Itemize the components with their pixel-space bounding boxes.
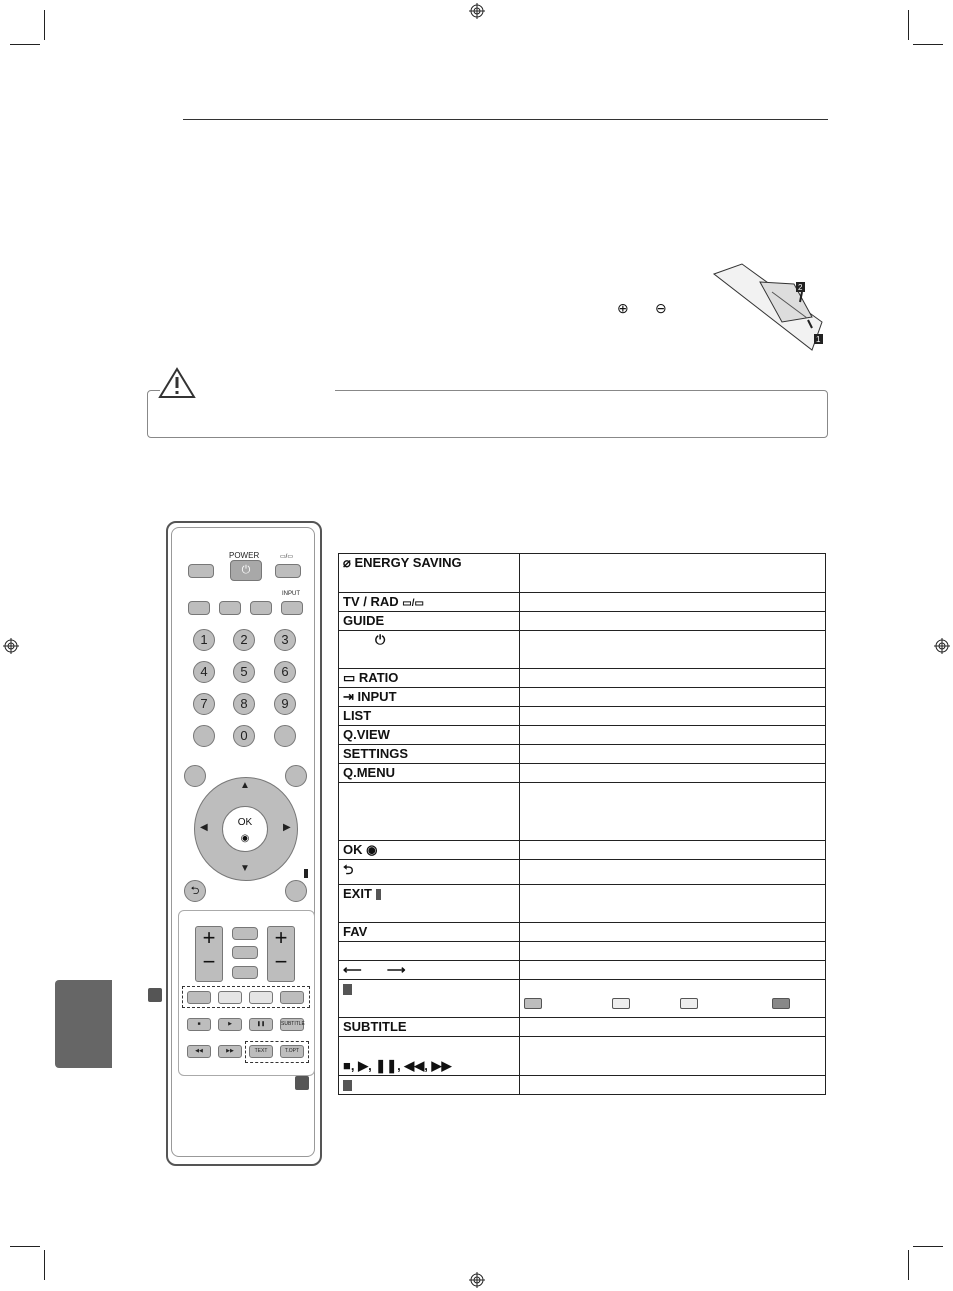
back-arrow-icon: ⮌ — [343, 862, 354, 877]
crop-mark — [913, 44, 943, 45]
power-button[interactable] — [230, 560, 262, 581]
page-arrows-icon: ⟵ ⟶ — [343, 962, 406, 977]
registration-mark-icon — [934, 638, 950, 654]
plus-symbol: ⊕ — [617, 300, 629, 316]
exit-icon — [376, 889, 381, 900]
list-key[interactable] — [193, 725, 215, 747]
qmenu-button[interactable] — [285, 765, 307, 787]
number-key-7[interactable]: 7 — [193, 693, 215, 715]
green-button-icon — [612, 998, 630, 1009]
input-icon: ⇥ — [343, 689, 358, 704]
energy-saving-button[interactable] — [188, 564, 214, 578]
number-key-2[interactable]: 2 — [233, 629, 255, 651]
ratio-icon: ▭ — [343, 670, 359, 685]
crop-mark — [908, 1250, 909, 1280]
table-row — [339, 980, 826, 1018]
number-key-1[interactable]: 1 — [193, 629, 215, 651]
remote-button[interactable] — [219, 601, 241, 615]
blue-button[interactable] — [280, 991, 304, 1004]
leaf-icon: ⌀ — [343, 555, 355, 570]
table-row — [339, 1037, 826, 1076]
crop-mark — [908, 10, 909, 40]
table-row — [339, 783, 826, 841]
tv-radio-icon: ▭/▭ — [402, 598, 424, 609]
table-row: EXIT — [339, 885, 826, 923]
ratio-button[interactable] — [250, 601, 272, 615]
number-key-4[interactable]: 4 — [193, 661, 215, 683]
number-key-3[interactable]: 3 — [274, 629, 296, 651]
exit-icon — [304, 869, 308, 878]
settings-button[interactable] — [184, 765, 206, 787]
ok-circle-icon: ◉ — [240, 833, 250, 844]
table-row: ▭ RATIO — [339, 669, 826, 688]
fav-button[interactable] — [232, 927, 258, 940]
table-row — [339, 1076, 826, 1095]
pause-button[interactable]: ❚❚ — [249, 1018, 273, 1031]
back-arrow-icon: ⮌ — [190, 885, 200, 897]
svg-text:2: 2 — [798, 283, 803, 292]
qview-key[interactable] — [274, 725, 296, 747]
table-row: SUBTITLE — [339, 1018, 826, 1037]
warning-triangle-icon — [158, 367, 196, 399]
table-row: SETTINGS — [339, 745, 826, 764]
remote-button[interactable] — [232, 946, 258, 959]
table-row: OK ◉ — [339, 841, 826, 860]
chapter-tab — [55, 980, 112, 1068]
rewind-button[interactable]: ◀◀ — [187, 1045, 211, 1058]
green-button[interactable] — [218, 991, 242, 1004]
mute-button[interactable] — [232, 966, 258, 979]
registration-mark-icon — [469, 1272, 485, 1288]
remote-keys-table — [338, 553, 826, 1095]
table-row — [339, 631, 826, 669]
minus-symbol: ⊖ — [655, 300, 667, 316]
table-row: GUIDE — [339, 612, 826, 631]
down-arrow-icon[interactable]: ▼ — [240, 863, 250, 874]
number-key-0[interactable]: 0 — [233, 725, 255, 747]
ok-circle-icon: ◉ — [366, 842, 378, 857]
volume-rocker[interactable]: + − — [195, 926, 223, 982]
red-button-icon — [524, 998, 542, 1009]
number-key-5[interactable]: 5 — [233, 661, 255, 683]
topt-button[interactable]: T.OPT — [280, 1045, 304, 1058]
power-icon: ⏻ — [375, 632, 386, 647]
registration-mark-icon — [469, 3, 485, 19]
number-key-8[interactable]: 8 — [233, 693, 255, 715]
tv-rad-icon: ▭/▭ — [280, 554, 294, 560]
playback-icons: ■, ▶, ❚❚, ◀◀, ▶▶ — [343, 1058, 452, 1073]
table-row: Q.VIEW — [339, 726, 826, 745]
svg-text:1: 1 — [816, 335, 821, 344]
crop-mark — [44, 10, 45, 40]
caution-box — [147, 390, 828, 438]
power-label: POWER — [229, 551, 260, 560]
header-rule — [183, 119, 828, 120]
yellow-button[interactable] — [249, 991, 273, 1004]
marker-2 — [295, 1076, 309, 1090]
input-label: INPUT — [282, 591, 300, 597]
crop-mark — [913, 1246, 943, 1247]
marker-2 — [343, 1080, 352, 1091]
marker-1 — [148, 988, 162, 1002]
marker-1 — [343, 984, 352, 995]
table-row — [339, 961, 826, 980]
ok-button[interactable]: OK ◉ — [222, 806, 268, 852]
table-row: ⌀ ENERGY SAVING — [339, 554, 826, 593]
exit-button[interactable] — [285, 880, 307, 902]
tv-rad-button[interactable] — [275, 564, 301, 578]
subtitle-button[interactable]: SUBTITLE — [280, 1018, 304, 1031]
stop-button[interactable]: ■ — [187, 1018, 211, 1031]
fast-forward-button[interactable]: ▶▶ — [218, 1045, 242, 1058]
back-button[interactable] — [184, 880, 206, 902]
text-button[interactable]: TEXT — [249, 1045, 273, 1058]
crop-mark — [10, 44, 40, 45]
right-arrow-icon[interactable]: ▶ — [283, 822, 291, 833]
table-row: LIST — [339, 707, 826, 726]
yellow-button-icon — [680, 998, 698, 1009]
remote-button[interactable] — [188, 601, 210, 615]
table-row: FAV — [339, 923, 826, 942]
table-row: TV / RAD ▭/▭ — [339, 593, 826, 612]
up-arrow-icon[interactable]: ▲ — [240, 780, 250, 791]
power-icon: ⏻ — [241, 564, 251, 576]
left-arrow-icon[interactable]: ◀ — [200, 822, 208, 833]
registration-mark-icon — [3, 638, 19, 654]
table-row — [339, 860, 826, 885]
table-row — [339, 942, 826, 961]
play-button[interactable]: ▶ — [218, 1018, 242, 1031]
remote-battery-illustration — [712, 262, 832, 354]
crop-mark — [44, 1250, 45, 1280]
number-key-6[interactable]: 6 — [274, 661, 296, 683]
input-button[interactable] — [281, 601, 303, 615]
program-rocker[interactable]: + − — [267, 926, 295, 982]
crop-mark — [10, 1246, 40, 1247]
red-button[interactable] — [187, 991, 211, 1004]
table-row: ⇥ INPUT — [339, 688, 826, 707]
blue-button-icon — [772, 998, 790, 1009]
number-key-9[interactable]: 9 — [274, 693, 296, 715]
table-row: Q.MENU — [339, 764, 826, 783]
